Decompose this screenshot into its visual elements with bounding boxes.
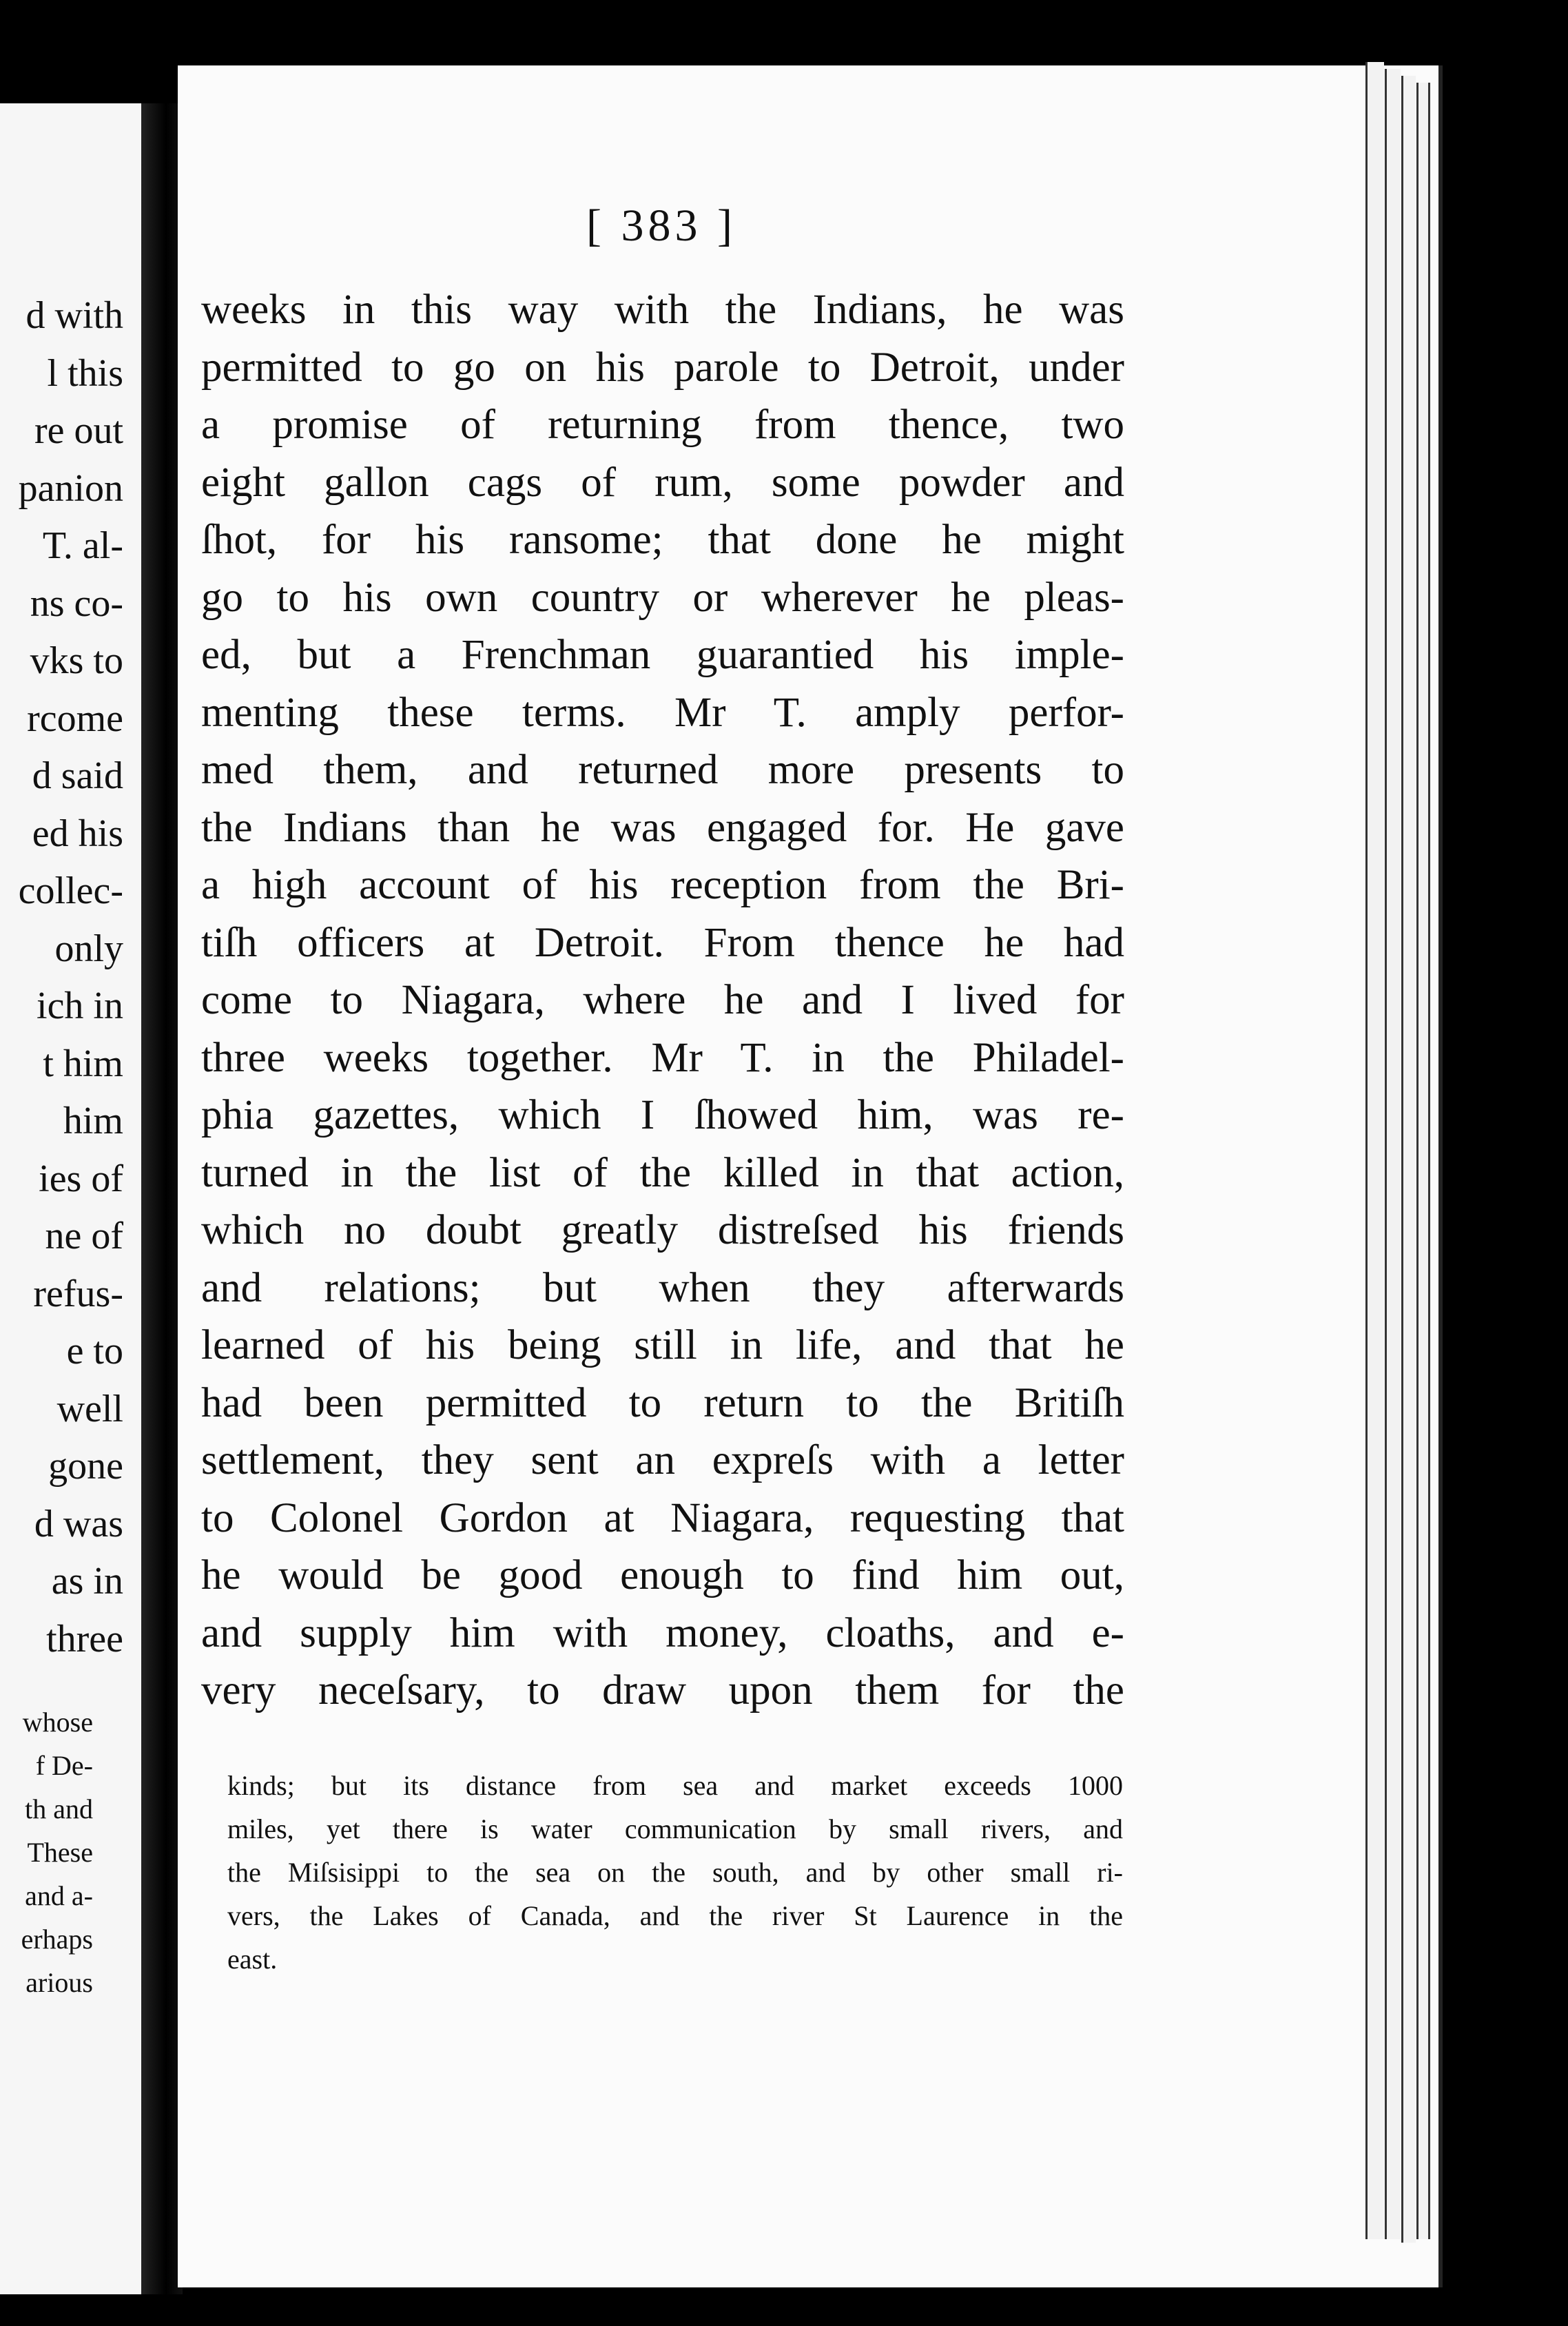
previous-page-line: him bbox=[63, 1100, 123, 1142]
previous-page-line: collec- bbox=[18, 869, 123, 912]
text-line: eight gallon cags of rum, some powder and bbox=[201, 459, 1124, 506]
page-edge bbox=[1385, 69, 1401, 2239]
text-line: had been permitted to return to the Britiſh bbox=[201, 1379, 1124, 1426]
previous-page-line: ed his bbox=[32, 812, 123, 855]
text-line: the Indians than he was engaged for. He gave bbox=[201, 804, 1124, 851]
previous-page-line: only bbox=[54, 927, 123, 970]
previous-page-line: e to bbox=[66, 1330, 123, 1372]
previous-page-footnote-line: f De- bbox=[35, 1750, 93, 1781]
previous-page-footnote-line: arious bbox=[25, 1967, 93, 1998]
footnote-line: vers, the Lakes of Canada, and the river St Laurence in the bbox=[227, 1900, 1123, 1931]
previous-page-footnote-line: th and bbox=[25, 1793, 93, 1824]
previous-page-footnote-line: whose bbox=[22, 1707, 93, 1738]
text-line: which no doubt greatly distreſsed his friends bbox=[201, 1207, 1124, 1253]
previous-page-line: ne of bbox=[45, 1215, 123, 1257]
text-line: ſhot, for his ransome; that done he might bbox=[201, 517, 1124, 563]
previous-page-line: T. al- bbox=[42, 524, 123, 567]
page-edge bbox=[1401, 76, 1416, 2243]
text-line: a promise of returning from thence, two bbox=[201, 402, 1124, 448]
page-edge bbox=[1416, 83, 1430, 2239]
previous-page-line: rcome bbox=[27, 697, 123, 740]
text-line: learned of his being still in life, and that he bbox=[201, 1322, 1124, 1368]
text-line: menting these terms. Mr T. amply perfor- bbox=[201, 689, 1124, 736]
previous-page-line: gone bbox=[48, 1445, 123, 1488]
previous-page-line: d said bbox=[32, 754, 123, 797]
text-line: very neceſsary, to draw upon them for the bbox=[201, 1667, 1124, 1713]
text-line: three weeks together. Mr T. in the Philadel- bbox=[201, 1034, 1124, 1081]
text-line: med them, and returned more presents to bbox=[201, 747, 1124, 793]
text-line: and supply him with money, cloaths, and e- bbox=[201, 1609, 1124, 1656]
previous-page-line: d with bbox=[25, 294, 123, 337]
previous-page-footnote-line: and a- bbox=[25, 1880, 93, 1911]
text-line: come to Niagara, where he and I lived for bbox=[201, 977, 1124, 1023]
body-text bbox=[201, 281, 1124, 1720]
previous-page-line: panion bbox=[18, 466, 123, 510]
page-edge bbox=[1365, 62, 1384, 2239]
previous-page-line: ns co- bbox=[30, 582, 123, 625]
previous-page-line: three bbox=[46, 1617, 123, 1660]
footnote-line: the Miſsisippi to the sea on the south, and by other small ri- bbox=[227, 1857, 1123, 1888]
previous-page-line: d was bbox=[34, 1502, 123, 1545]
page-number: [ 383 ] bbox=[586, 200, 736, 251]
previous-page-footnote-line: These bbox=[27, 1837, 93, 1868]
previous-page bbox=[0, 103, 148, 2294]
text-line: ed, but a Frenchman guarantied his imple- bbox=[201, 632, 1124, 678]
text-line: and relations; but when they afterwards bbox=[201, 1264, 1124, 1311]
footnote bbox=[227, 1764, 1123, 1981]
text-line: to Colonel Gordon at Niagara, requesting that bbox=[201, 1494, 1124, 1541]
previous-page-footnote-line: erhaps bbox=[21, 1924, 93, 1955]
previous-page-line: vks to bbox=[30, 639, 123, 682]
footnote-line: east. bbox=[227, 1944, 278, 1975]
text-line: a high account of his reception from the Bri- bbox=[201, 862, 1124, 908]
previous-page-line: refus- bbox=[33, 1272, 123, 1315]
text-line: settlement, they sent an expreſs with a letter bbox=[201, 1437, 1124, 1483]
text-line: go to his own country or wherever he pleas- bbox=[201, 574, 1124, 621]
previous-page-line: ich in bbox=[37, 985, 123, 1027]
previous-page-line: well bbox=[56, 1387, 123, 1430]
footnote-line: kinds; but its distance from sea and market exceeds 1000 bbox=[227, 1770, 1123, 1801]
footnote-line: miles, yet there is water communication by small rivers, and bbox=[227, 1813, 1123, 1844]
book-gutter bbox=[141, 103, 183, 2294]
text-line: tiſh officers at Detroit. From thence he had bbox=[201, 919, 1124, 966]
text-line: weeks in this way with the Indians, he was bbox=[201, 287, 1124, 333]
text-line: permitted to go on his parole to Detroit, under bbox=[201, 344, 1124, 391]
previous-page-line: as in bbox=[51, 1560, 123, 1603]
previous-page-line: t him bbox=[43, 1042, 123, 1085]
previous-page-line: re out bbox=[34, 409, 123, 452]
previous-page-line: ies of bbox=[39, 1157, 123, 1200]
text-line: he would be good enough to find him out, bbox=[201, 1552, 1124, 1598]
previous-page-line: l this bbox=[47, 351, 123, 395]
text-line: phia gazettes, which I ſhowed him, was re- bbox=[201, 1092, 1124, 1138]
text-line: turned in the list of the killed in that action, bbox=[201, 1149, 1124, 1196]
